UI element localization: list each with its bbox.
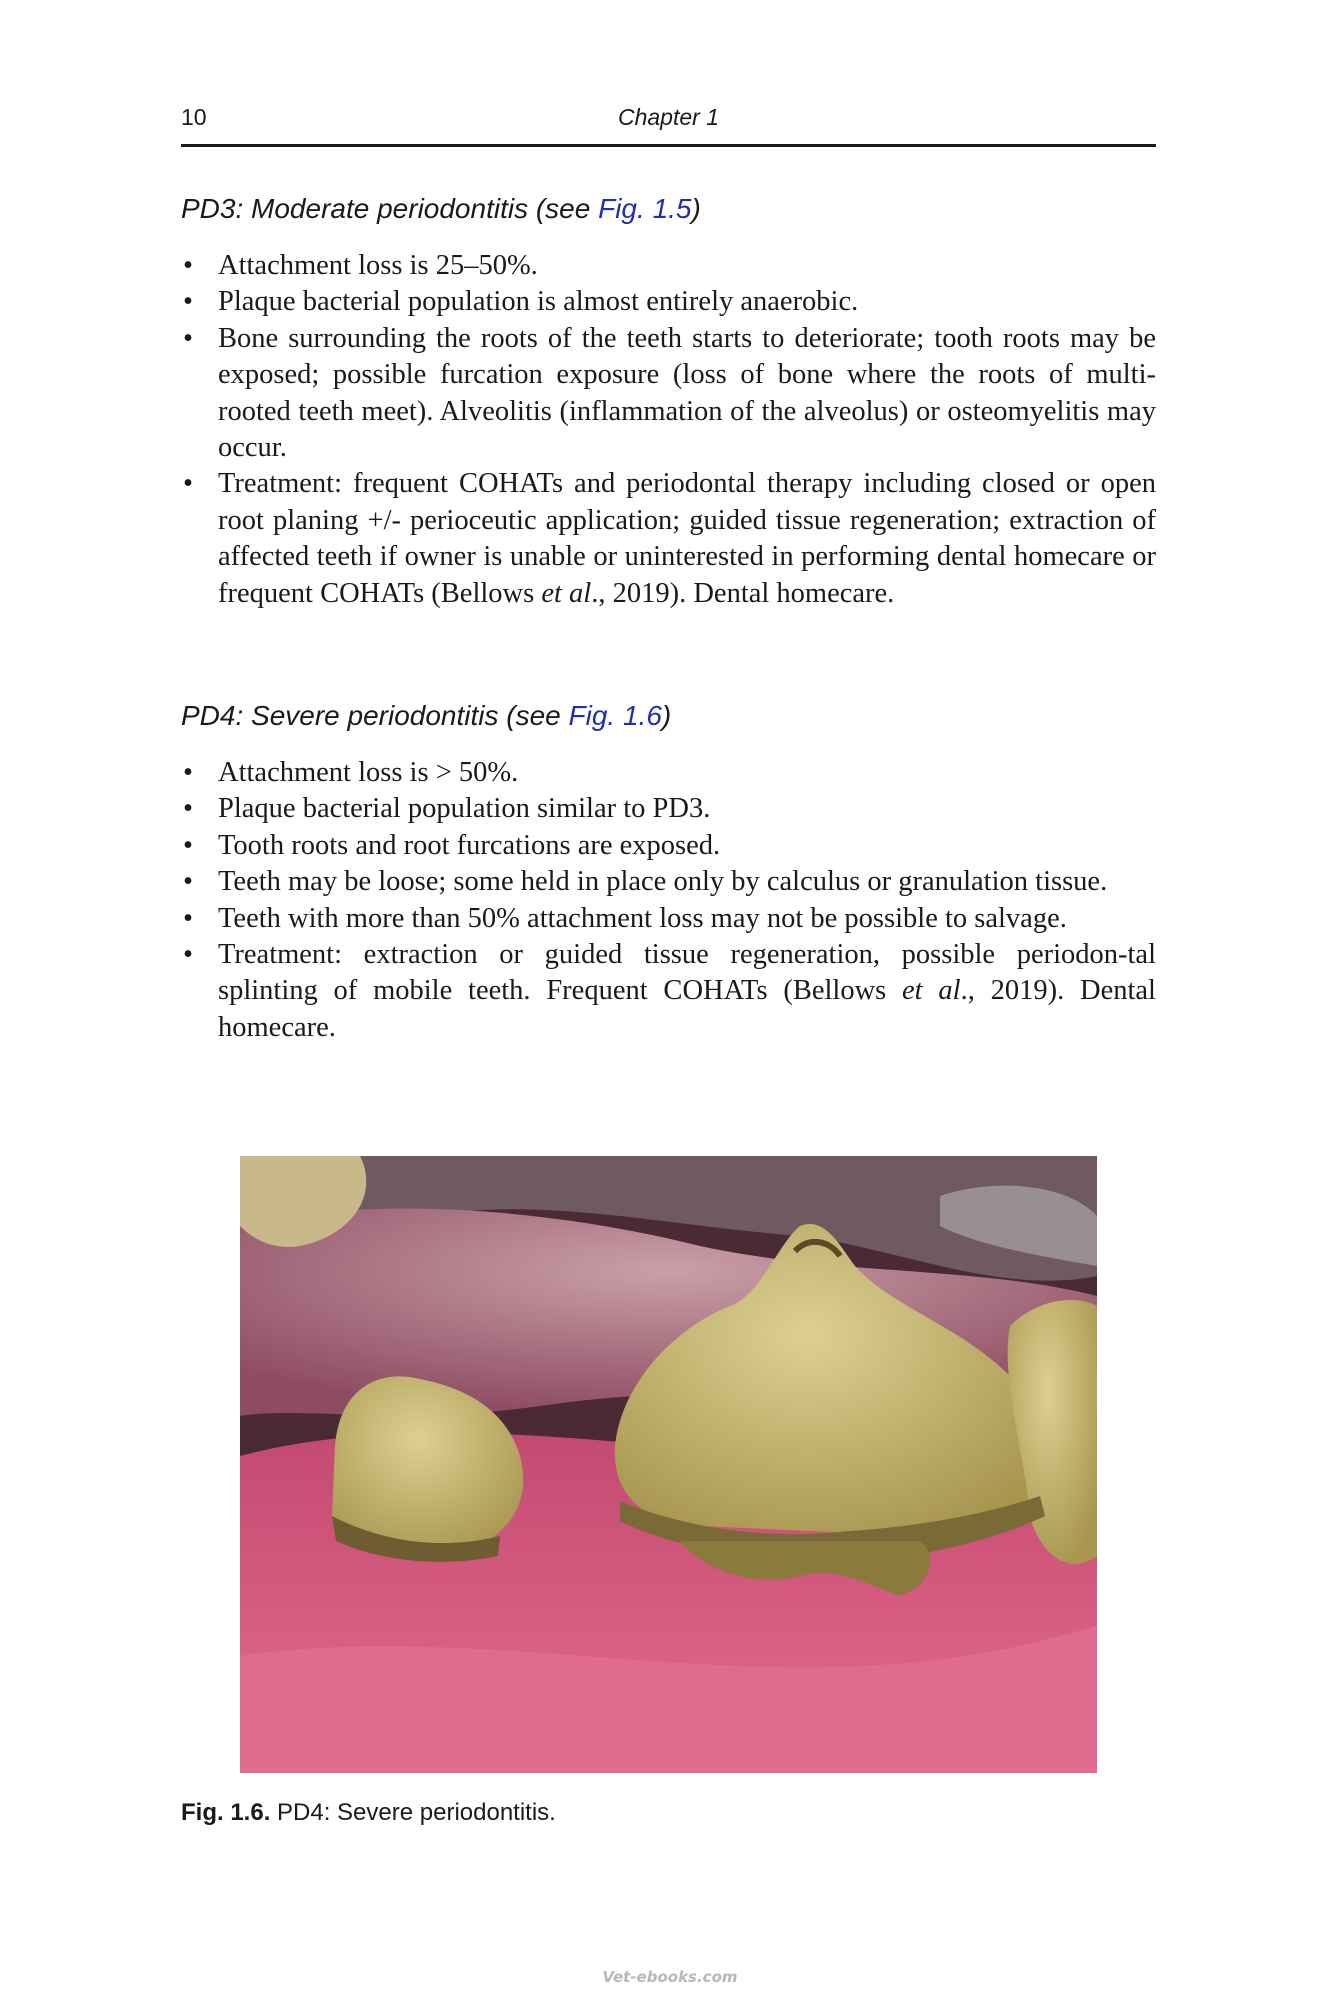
bullet-text: ., 2019). Dental homecare.	[591, 577, 895, 609]
figure-caption-text: PD4: Severe periodontitis.	[270, 1799, 556, 1826]
bullet-text: Attachment loss is 25–50%.	[218, 250, 538, 281]
bullet-text-italic: et al	[902, 975, 961, 1007]
figure-label: Fig. 1.6.	[181, 1799, 271, 1826]
bullet-item	[181, 901, 1156, 937]
page-number: 10	[181, 104, 207, 130]
bullet-item	[181, 937, 1156, 1046]
bullet-icon: •	[183, 250, 193, 281]
bullet-text: Treatment: extraction or guided tissue regeneration, possible periodon-tal splinting of mobile teeth. Frequent COHATs (Bellows	[218, 939, 1156, 1007]
bullet-item	[181, 321, 1156, 467]
heading-text: )	[661, 700, 672, 731]
bullet-item	[181, 248, 1156, 284]
figure-caption	[181, 1799, 556, 1827]
periodontitis-photo-drawing	[240, 1156, 1097, 1773]
bullet-icon: •	[183, 468, 193, 500]
bullet-icon: •	[183, 866, 193, 898]
bullet-item	[181, 791, 1156, 827]
bullet-item	[181, 828, 1156, 864]
section-heading-pd3	[181, 193, 701, 225]
bullet-text-italic: et al	[541, 577, 592, 609]
bullet-text: Tooth roots and root furcations are exposed.	[218, 829, 721, 861]
periodontitis-photo	[240, 1156, 1097, 1773]
bullet-list-pd4	[181, 755, 1156, 1046]
bullet-icon: •	[183, 829, 193, 861]
heading-text: PD4: Severe periodontitis (see	[181, 700, 569, 731]
bullet-icon: •	[183, 757, 193, 788]
watermark-logo: Vet-ebooks.com	[602, 1968, 738, 1986]
bullet-text: Attachment loss is > 50%.	[218, 757, 519, 788]
page-header	[181, 100, 1156, 147]
bullet-icon: •	[183, 902, 193, 934]
bullet-text: Bone surrounding the roots of the teeth starts to deteriorate; tooth roots may be exposed; possible furcation exposure (loss of bone where the roots of multi-rooted teeth meet). Alveolitis (inflammation of the alveolus) or osteomyelitis may occur.	[218, 322, 1156, 464]
bullet-text: Teeth with more than 50% attachment loss may not be possible to salvage.	[218, 902, 1067, 934]
heading-text: PD3: Moderate periodontitis (see	[181, 193, 599, 224]
bullet-icon: •	[183, 939, 193, 971]
bullet-text: Plaque bacterial population similar to PD3.	[218, 793, 711, 825]
bullet-icon: •	[183, 322, 193, 354]
bullet-item	[181, 466, 1156, 612]
bullet-item	[181, 284, 1156, 320]
bullet-icon: •	[183, 286, 193, 318]
bullet-item	[181, 864, 1156, 900]
figure-link[interactable]: Fig. 1.5	[598, 193, 692, 224]
bullet-text: Treatment: frequent COHATs and periodontal therapy including closed or open root planing +/- perioceutic application; guided tissue regeneration; extraction of affected teeth if owner is unable or uninterested in performing dental homecare or frequent COHATs (Bellows	[218, 468, 1156, 609]
section-heading-pd4	[181, 700, 671, 732]
running-head: Chapter 1	[617, 104, 719, 130]
bullet-list-pd3	[181, 248, 1156, 612]
bullet-icon: •	[183, 793, 193, 825]
bullet-text: Plaque bacterial population is almost entirely anaerobic.	[218, 286, 859, 318]
figure-link[interactable]: Fig. 1.6	[568, 700, 662, 731]
bullet-text: ., 2019). Dental homecare.	[218, 975, 1156, 1043]
bullet-text: Teeth may be loose; some held in place only by calculus or granulation tissue.	[218, 866, 1108, 898]
bullet-item	[181, 755, 1156, 791]
heading-text: )	[691, 193, 701, 224]
